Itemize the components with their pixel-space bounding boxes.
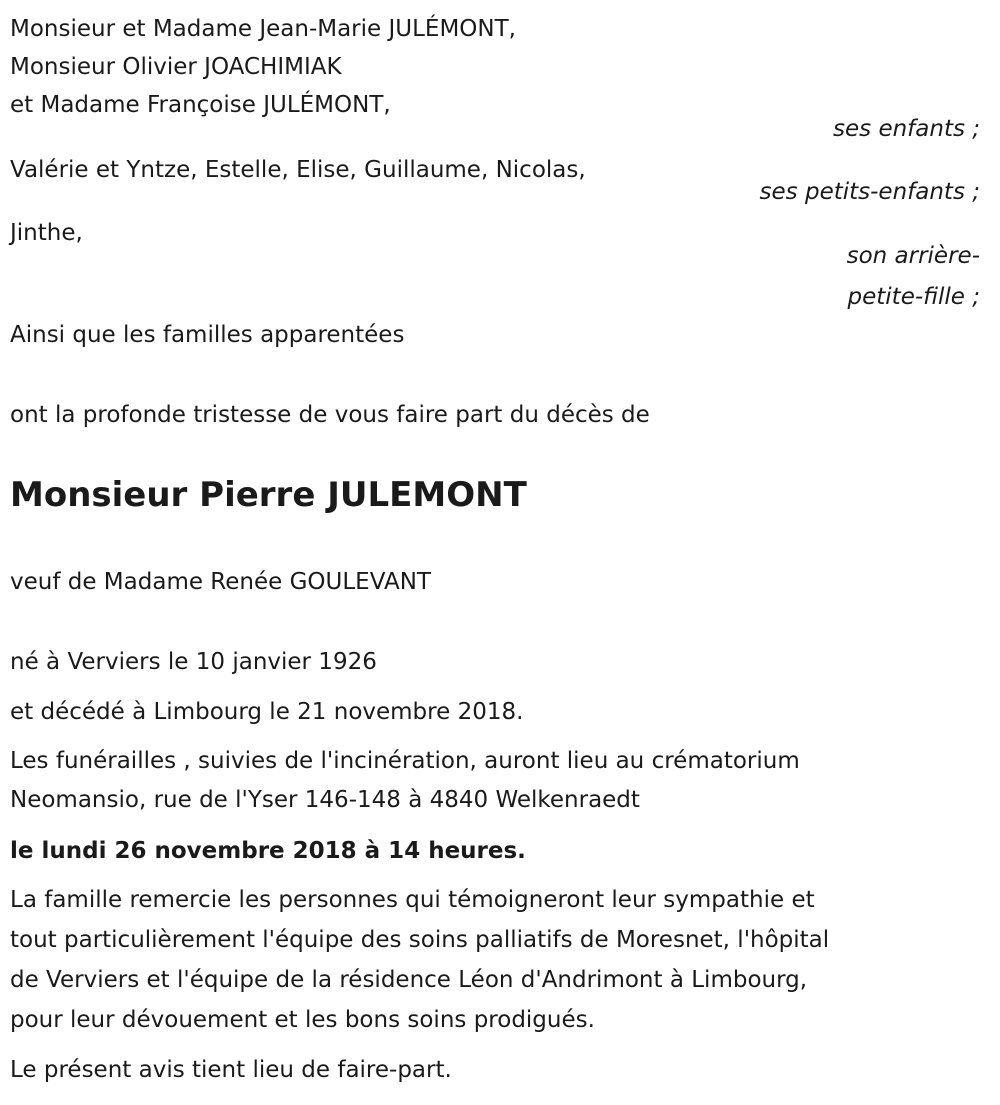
role-label: son arrière-: [846, 243, 980, 269]
great-grandchild: Jinthe,: [10, 220, 83, 246]
funeral-line: Les funérailles , suivies de l'incinération, auront lieu au crématorium: [10, 748, 800, 774]
thanks-line: tout particulièrement l'équipe des soins palliatifs de Moresnet, l'hôpital: [10, 927, 830, 953]
role-label: ses petits-enfants ;: [759, 179, 980, 205]
role-label: ses enfants ;: [833, 116, 980, 142]
funeral-line: Neomansio, rue de l'Yser 146-148 à 4840 Welkenraedt: [10, 787, 640, 813]
deceased-name: Monsieur Pierre JULEMONT: [10, 475, 527, 515]
family-line: Monsieur Olivier JOACHIMIAK: [10, 54, 342, 80]
born: né à Verviers le 10 janvier 1926: [10, 649, 377, 675]
thanks-line: de Verviers et l'équipe de la résidence Léon d'Andrimont à Limbourg,: [10, 967, 808, 993]
closing: Le présent avis tient lieu de faire-part.: [10, 1057, 452, 1083]
widower: veuf de Madame Renée GOULEVANT: [10, 569, 431, 595]
announcement: ont la profonde tristesse de vous faire part du décès de: [10, 402, 650, 428]
died: et décédé à Limbourg le 21 novembre 2018.: [10, 699, 524, 725]
thanks-line: La famille remercie les personnes qui témoigneront leur sympathie et: [10, 887, 815, 913]
grandchildren: Valérie et Yntze, Estelle, Elise, Guillaume, Nicolas,: [10, 157, 586, 183]
role-label: petite-fille ;: [847, 284, 980, 310]
relatives: Ainsi que les familles apparentées: [10, 322, 405, 348]
funeral-date: le lundi 26 novembre 2018 à 14 heures.: [10, 838, 526, 864]
thanks-line: pour leur dévouement et les bons soins prodigués.: [10, 1007, 595, 1033]
family-line: et Madame Françoise JULÉMONT,: [10, 92, 391, 118]
family-line: Monsieur et Madame Jean-Marie JULÉMONT,: [10, 16, 516, 42]
